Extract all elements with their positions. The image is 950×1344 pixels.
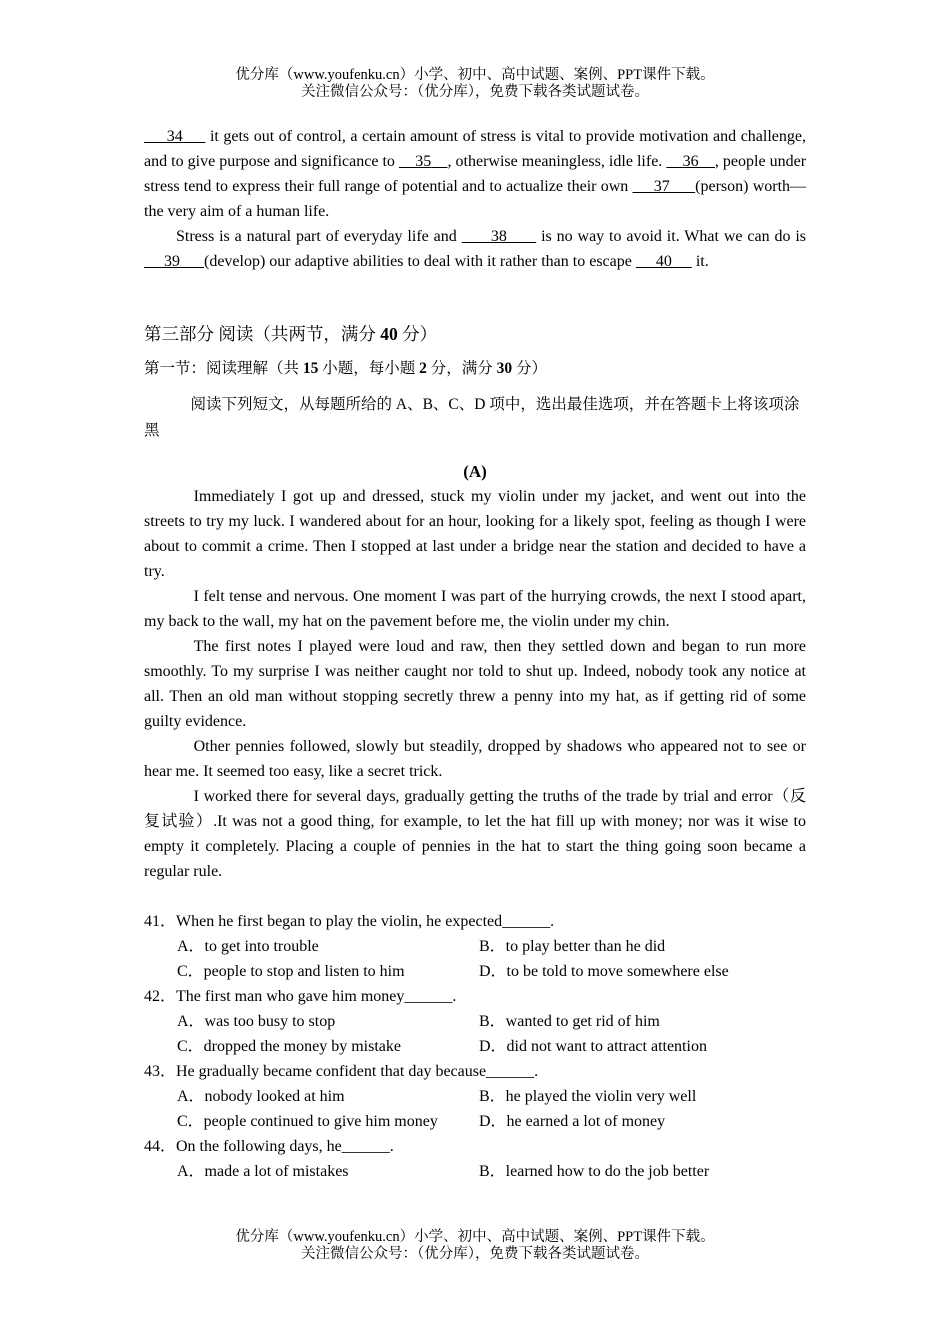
passage-paragraph: I worked there for several days, gradually getting the truths of the trade by trial and error（反复试验）.It was not a good thing, for example, to let the hat fill up with money; nor was it wise to empty it completely. Placing a couple of pennies in the hat to start the thing going soon became a regular rule.	[144, 788, 806, 880]
blank-36: 36	[666, 153, 715, 170]
option-b: B．to play better than he did	[479, 938, 666, 955]
question-41: 41．When he first began to play the violin, he expected______.	[144, 913, 555, 930]
options-row	[144, 959, 806, 984]
passage-paragraph: Immediately I got up and dressed, stuck my violin under my jacket, and went out into the streets to try my luck. I wandered about for an hour, looking for a likely spot, feeling as though I were about to commit a crime. Then I stopped at last under a bridge near the station and decided to have a try.	[144, 488, 806, 580]
section-3-title: 第三部分 阅读（共两节，满分 40 分）	[144, 324, 438, 344]
options-row	[144, 1109, 806, 1134]
option-b: B．he played the violin very well	[479, 1088, 697, 1105]
footer-line-1: 优分库（www.youfenku.cn）小学、初中、高中试题、案例、PPT课件下载。	[235, 1229, 715, 1245]
passage-title: (A)	[463, 462, 487, 481]
question-43: 43．He gradually became confident that day because______.	[144, 1063, 539, 1080]
option-a: A．to get into trouble	[177, 938, 319, 955]
option-c: C．people continued to give him money	[177, 1113, 438, 1130]
option-a: A．nobody looked at him	[177, 1088, 345, 1105]
blank-39: 39	[144, 253, 204, 270]
options-row	[144, 1084, 806, 1109]
question-list	[144, 909, 806, 1184]
passage-paragraph: Other pennies followed, slowly but steadily, dropped by shadows who appeared not to see or hear me. It seemed too easy, like a secret trick.	[144, 738, 806, 780]
footer-line-2: 关注微信公众号：（优分库），免费下载各类试题试卷。	[301, 1246, 649, 1262]
section-1-title: 第一节：阅读理解（共 15 小题，每小题 2 分，满分 30 分）	[144, 360, 548, 377]
page-header	[0, 67, 950, 101]
option-c: C．dropped the money by mistake	[177, 1038, 401, 1055]
question-44: 44．On the following days, he______.	[144, 1138, 394, 1155]
page-content	[144, 124, 806, 1184]
page-footer	[0, 1229, 950, 1263]
cloze-paragraph-1: 34 it gets out of control, a certain amount of stress is vital to provide motivation and challenge, and to give purpose and significance to 35 , otherwise meaningless, idle life. 36 , people under stress tend to express their full range of potential and to actualize their own 37 (person) worth—the very aim of a human life.	[144, 128, 807, 220]
options-row	[144, 1009, 806, 1034]
option-b: B．wanted to get rid of him	[479, 1013, 660, 1030]
option-a: A．made a lot of mistakes	[177, 1163, 349, 1180]
passage-paragraph: I felt tense and nervous. One moment I was part of the hurrying crowds, the next I stood apart, my back to the wall, my hat on the pavement before me, the violin under my chin.	[144, 588, 806, 630]
blank-38: 38	[461, 228, 537, 245]
options-row	[144, 1159, 806, 1184]
blank-35: 35	[399, 153, 432, 170]
blank-37: 37	[632, 178, 696, 195]
option-d: D．to be told to move somewhere else	[479, 963, 729, 980]
header-line-2: 关注微信公众号：（优分库），免费下载各类试题试卷。	[301, 84, 649, 100]
passage-paragraph: The first notes I played were loud and raw, then they settled down and began to run more smoothly. To my surprise I was neither caught nor told to shut up. Indeed, nobody took any notice at all. Then an old man without stopping secretly threw a penny into my hat, as if getting rid of some guilty evidence.	[144, 638, 806, 730]
option-d: D．did not want to attract attention	[479, 1038, 707, 1055]
option-a: A．was too busy to stop	[177, 1013, 336, 1030]
blank-40: 40	[635, 253, 692, 270]
options-row	[144, 1034, 806, 1059]
cloze-paragraph-2: Stress is a natural part of everyday life and 38 is no way to avoid it. What we can do is 39 (develop) our adaptive abilities to deal with it rather than to escape 40 it.	[144, 228, 806, 270]
option-d: D．he earned a lot of money	[479, 1113, 666, 1130]
reading-instruction: 阅读下列短文，从每题所给的 A、B、C、D 项中，选出最佳选项，并在答题卡上将该项涂黑	[144, 396, 800, 439]
header-line-1: 优分库（www.youfenku.cn）小学、初中、高中试题、案例、PPT课件下载。	[235, 67, 715, 83]
question-42: 42．The first man who gave him money______.	[144, 988, 457, 1005]
option-c: C．people to stop and listen to him	[177, 963, 405, 980]
option-b: B．learned how to do the job better	[479, 1163, 710, 1180]
blank-34: 34	[144, 128, 183, 145]
options-row	[144, 934, 806, 959]
